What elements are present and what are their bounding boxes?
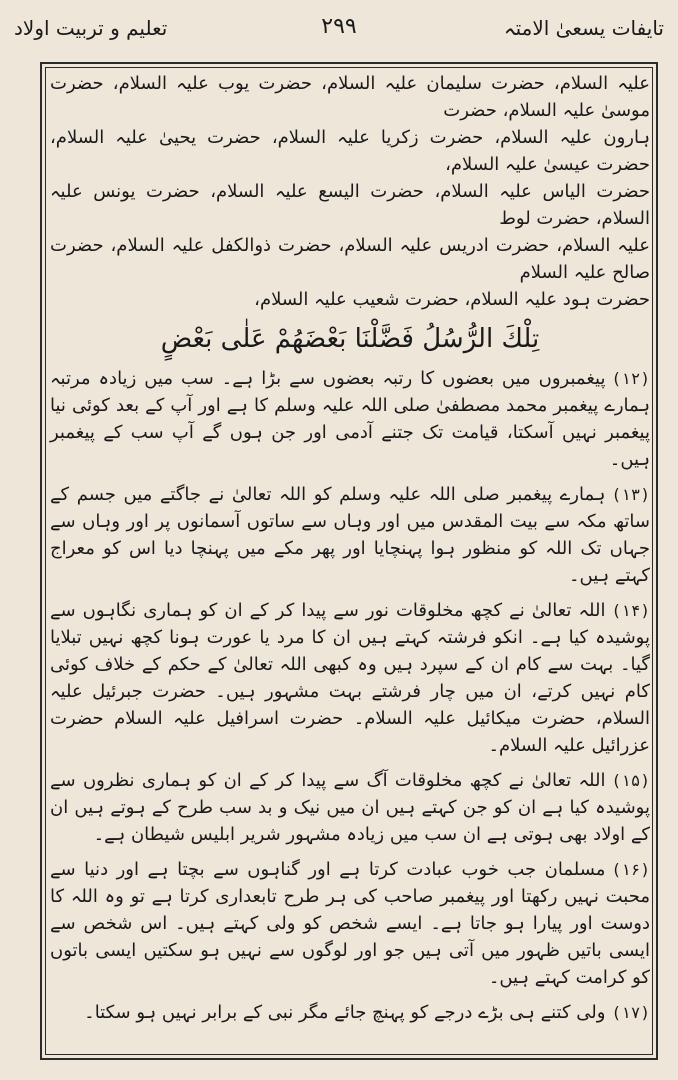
paragraph-number: (۱۳) bbox=[611, 485, 650, 504]
intro-line: حضرت ہود علیہ السلام، حضرت شعیب علیہ السلام، bbox=[254, 289, 650, 310]
numbered-paragraph bbox=[50, 597, 650, 759]
paragraph-text: ہمارے پیغمبر صلی اللہ علیہ وسلم کو اللہ تعالیٰ نے جاگتے میں جسم کے ساتھ مکہ سے بیت المقدس میں اور وہاں سے ساتوں آسمانوں پر اور وہاں سے جہاں تک اللہ کو منظور ہوا پہنچایا اور پھر مکے میں پہنچا دیا اس کو معراج کہتے ہیں۔ bbox=[50, 484, 650, 586]
paragraph-text: ولی کتنے ہی بڑے درجے کو پہنچ جائے مگر نبی کے برابر نہیں ہو سکتا۔ bbox=[84, 1002, 606, 1023]
intro-line: ہارون علیہ السلام، حضرت زکریا علیہ السلام، حضرت یحییٰ علیہ السلام، حضرت عیسیٰ علیہ السلام، bbox=[50, 127, 650, 175]
intro-line: علیہ السلام، حضرت ادریس علیہ السلام، حضرت ذوالکفل علیہ السلام، حضرت صالح علیہ السلام bbox=[50, 235, 650, 283]
paragraph-number: (۱۶) bbox=[611, 860, 650, 879]
numbered-paragraph bbox=[50, 365, 650, 473]
intro-line: علیہ السلام، حضرت سلیمان علیہ السلام، حضرت یوب علیہ السلام، حضرت موسیٰ علیہ السلام، حضرت bbox=[50, 73, 650, 121]
paragraph-text: پیغمبروں میں بعضوں کا رتبہ بعضوں سے بڑا ہے۔ سب میں زیادہ مرتبہ ہمارے پیغمبر محمد مصطفیٰ صلی اللہ علیہ وسلم کا ہے اور آپ کے بعد کوئی نیا پیغمبر نہیں آسکتا، قیامت تک جتنے آدمی اور جن ہوں گے آپ سب کے پیغمبر ہیں۔ bbox=[50, 368, 650, 470]
header-book-title: تایفات یسعیٰ الامتہ bbox=[503, 16, 664, 40]
page-header bbox=[14, 14, 664, 42]
page-body bbox=[50, 70, 650, 1034]
paragraph-text: اللہ تعالیٰ نے کچھ مخلوقات نور سے پیدا کر کے ان کو ہماری نگاہوں سے پوشیدہ کیا ہے۔ انکو فرشتہ کہتے ہیں ان کا مرد یا عورت ہونا کچھ نہیں تبلایا گیا۔ بہت سے کام ان کے سپرد ہیں وہ کبھی اللہ تعالیٰ کے حکم کے خلاف کوئی کام نہیں کرتے، ان میں چار فرشتے بہت مشہور ہیں۔ حضرت جبرئیل علیہ السلام، حضرت میکائیل علیہ السلام۔ حضرت اسرافیل علیہ السلام حضرت عزرائیل علیہ السلام۔ bbox=[50, 600, 650, 756]
paragraph-number: (۱۷) bbox=[611, 1003, 650, 1022]
paragraph-text: مسلمان جب خوب عبادت کرتا ہے اور گناہوں سے بچتا ہے اور دنیا سے محبت نہیں رکھتا اور پیغمبر صاحب کی ہر طرح تابعداری کرتا ہے تو وہ اللہ کا دوست اور پیارا ہو جاتا ہے۔ ایسے شخص کو ولی کہتے ہیں۔ اس شخص سے ایسی باتیں ظہور میں آتی ہیں جو اور لوگوں سے نہیں ہو سکتیں ایسی باتوں کو کرامت کہتے ہیں۔ bbox=[50, 859, 650, 988]
paragraph-number: (۱۴) bbox=[611, 601, 650, 620]
page-number: ۲۹۹ bbox=[321, 14, 357, 39]
numbered-paragraph bbox=[50, 856, 650, 991]
intro-line: حضرت الیاس علیہ السلام، حضرت الیسع علیہ السلام، حضرت یونس علیہ السلام، حضرت لوط bbox=[50, 181, 650, 229]
numbered-paragraph bbox=[50, 481, 650, 589]
paragraph-text: اللہ تعالیٰ نے کچھ مخلوقات آگ سے پیدا کر کے ان کو ہماری نظروں سے پوشیدہ کیا ہے ان کو جن کہتے ہیں ان میں نیک و بد سب طرح کے ہوتے ہیں ان کے اولاد بھی ہوتی ہے ان سب میں زیادہ مشہور شریر ابلیس شیطان ہے۔ bbox=[50, 770, 650, 845]
numbered-paragraph bbox=[50, 999, 650, 1026]
paragraph-number: (۱۲) bbox=[611, 369, 650, 388]
header-chapter-title: تعلیم و تربیت اولاد bbox=[14, 16, 168, 40]
quran-verse: تِلْكَ الرُّسُلُ فَضَّلْنَا بَعْضَهُمْ عَلٰی بَعْضٍ bbox=[160, 324, 540, 354]
paragraph-number: (۱۵) bbox=[611, 771, 650, 790]
intro-paragraph bbox=[50, 70, 650, 313]
numbered-paragraph bbox=[50, 767, 650, 848]
